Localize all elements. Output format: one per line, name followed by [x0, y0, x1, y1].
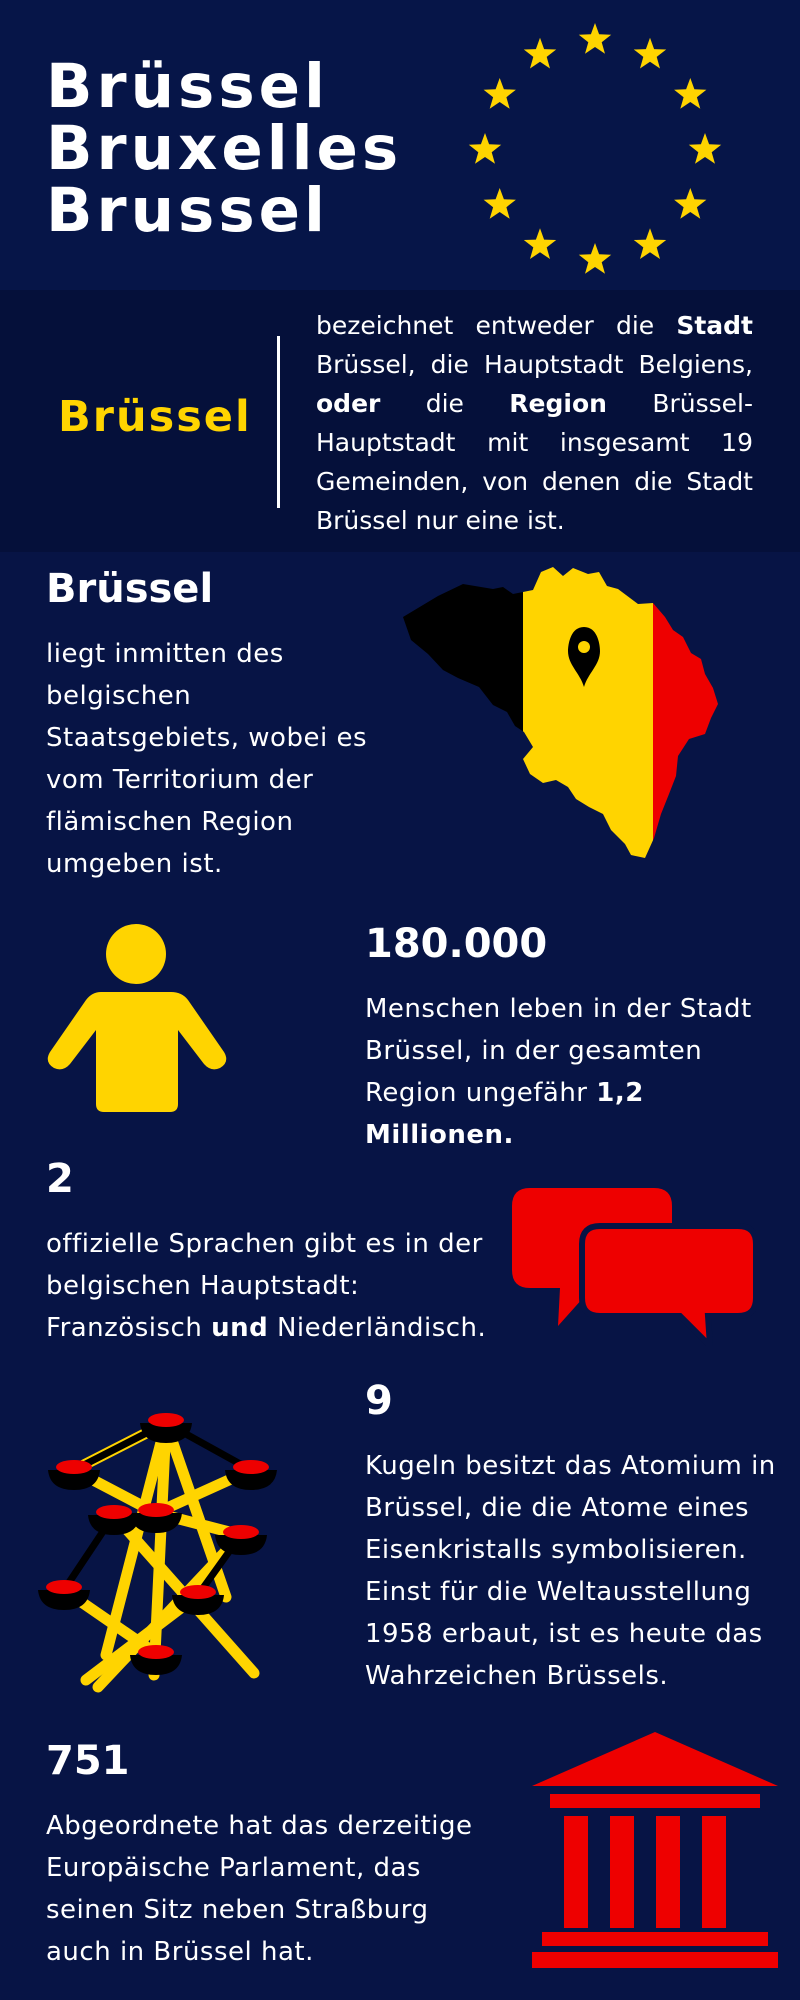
eu-star — [579, 23, 611, 54]
atomium-sphere — [140, 1413, 192, 1443]
languages-text-bold: und — [211, 1313, 269, 1343]
flag-stripe-yellow — [523, 562, 653, 882]
location-title: Brüssel — [46, 566, 214, 612]
eu-star — [689, 133, 721, 164]
definition-text-bold: oder — [316, 389, 381, 418]
parliament-text: Abgeordnete hat das derzeitige Europäische Parlament, das seinen Sitz neben Straßburg auch in Brüssel hat. — [46, 1811, 473, 1967]
belgium-map-icon — [393, 562, 783, 882]
atomium-text: Kugeln besitzt das Atomium in Brüssel, die die Atome eines Eisenkristalls symbolisieren. Einst für die Weltausstellung 1958 erbaut, ist es heute das Wahrzeichen Brüssels. — [365, 1451, 776, 1691]
languages-text — [46, 1223, 516, 1349]
title-line-french: Bruxelles — [46, 113, 403, 184]
eu-star — [524, 38, 556, 69]
languages-text-part: offizielle Sprachen gibt es in der belgischen Hauptstadt: Französisch — [46, 1229, 483, 1343]
eu-star — [484, 188, 516, 219]
definition-divider — [277, 336, 280, 508]
title-line-german: Brüssel — [46, 51, 329, 122]
page-title — [46, 51, 403, 246]
person-icon — [46, 922, 228, 1112]
atomium-sphere — [225, 1460, 277, 1490]
definition-text-part: bezeichnet entweder die — [316, 311, 677, 340]
speech-bubbles-icon — [512, 1188, 756, 1346]
eu-star — [469, 133, 501, 164]
title-line-dutch: Brussel — [46, 175, 329, 246]
eu-star — [634, 38, 666, 69]
location-text: liegt inmitten des belgischen Staatsgebiets, wobei es vom Territorium der flämischen Region umgeben ist. — [46, 639, 367, 879]
eu-star — [484, 78, 516, 109]
population-text-part: Menschen leben in der Stadt Brüssel, in der gesamten Region ungefähr — [365, 994, 752, 1108]
languages-text-part: Niederländisch. — [268, 1313, 487, 1343]
definition-text — [316, 306, 753, 540]
eu-stars-icon — [460, 20, 730, 280]
definition-label: Brüssel — [58, 392, 252, 442]
parliament-building-icon — [532, 1732, 778, 1968]
population-text-bold: 1,2 Millionen. — [365, 1078, 644, 1150]
definition-text-part: Brüssel, die Hauptstadt Belgiens, — [316, 350, 753, 379]
eu-star — [524, 228, 556, 259]
population-text — [365, 988, 785, 1156]
parliament-number: 751 — [46, 1738, 130, 1784]
eu-star — [674, 78, 706, 109]
atomium-icon — [26, 1405, 326, 1695]
flag-stripe-black — [393, 562, 523, 882]
languages-number: 2 — [46, 1156, 74, 1202]
atomium-number: 9 — [365, 1378, 393, 1424]
definition-text-bold: Region — [509, 389, 607, 418]
eu-star — [579, 243, 611, 274]
flag-stripe-red — [653, 562, 783, 882]
definition-text-part: die — [380, 389, 510, 418]
definition-text-bold: Stadt — [676, 311, 753, 340]
population-number: 180.000 — [365, 921, 548, 967]
definition-text-part: Brüssel-Hauptstadt mit insgesamt 19 Gemeinden, von denen die Stadt Brüssel nur eine ist. — [316, 389, 753, 535]
eu-star — [674, 188, 706, 219]
eu-star — [634, 228, 666, 259]
